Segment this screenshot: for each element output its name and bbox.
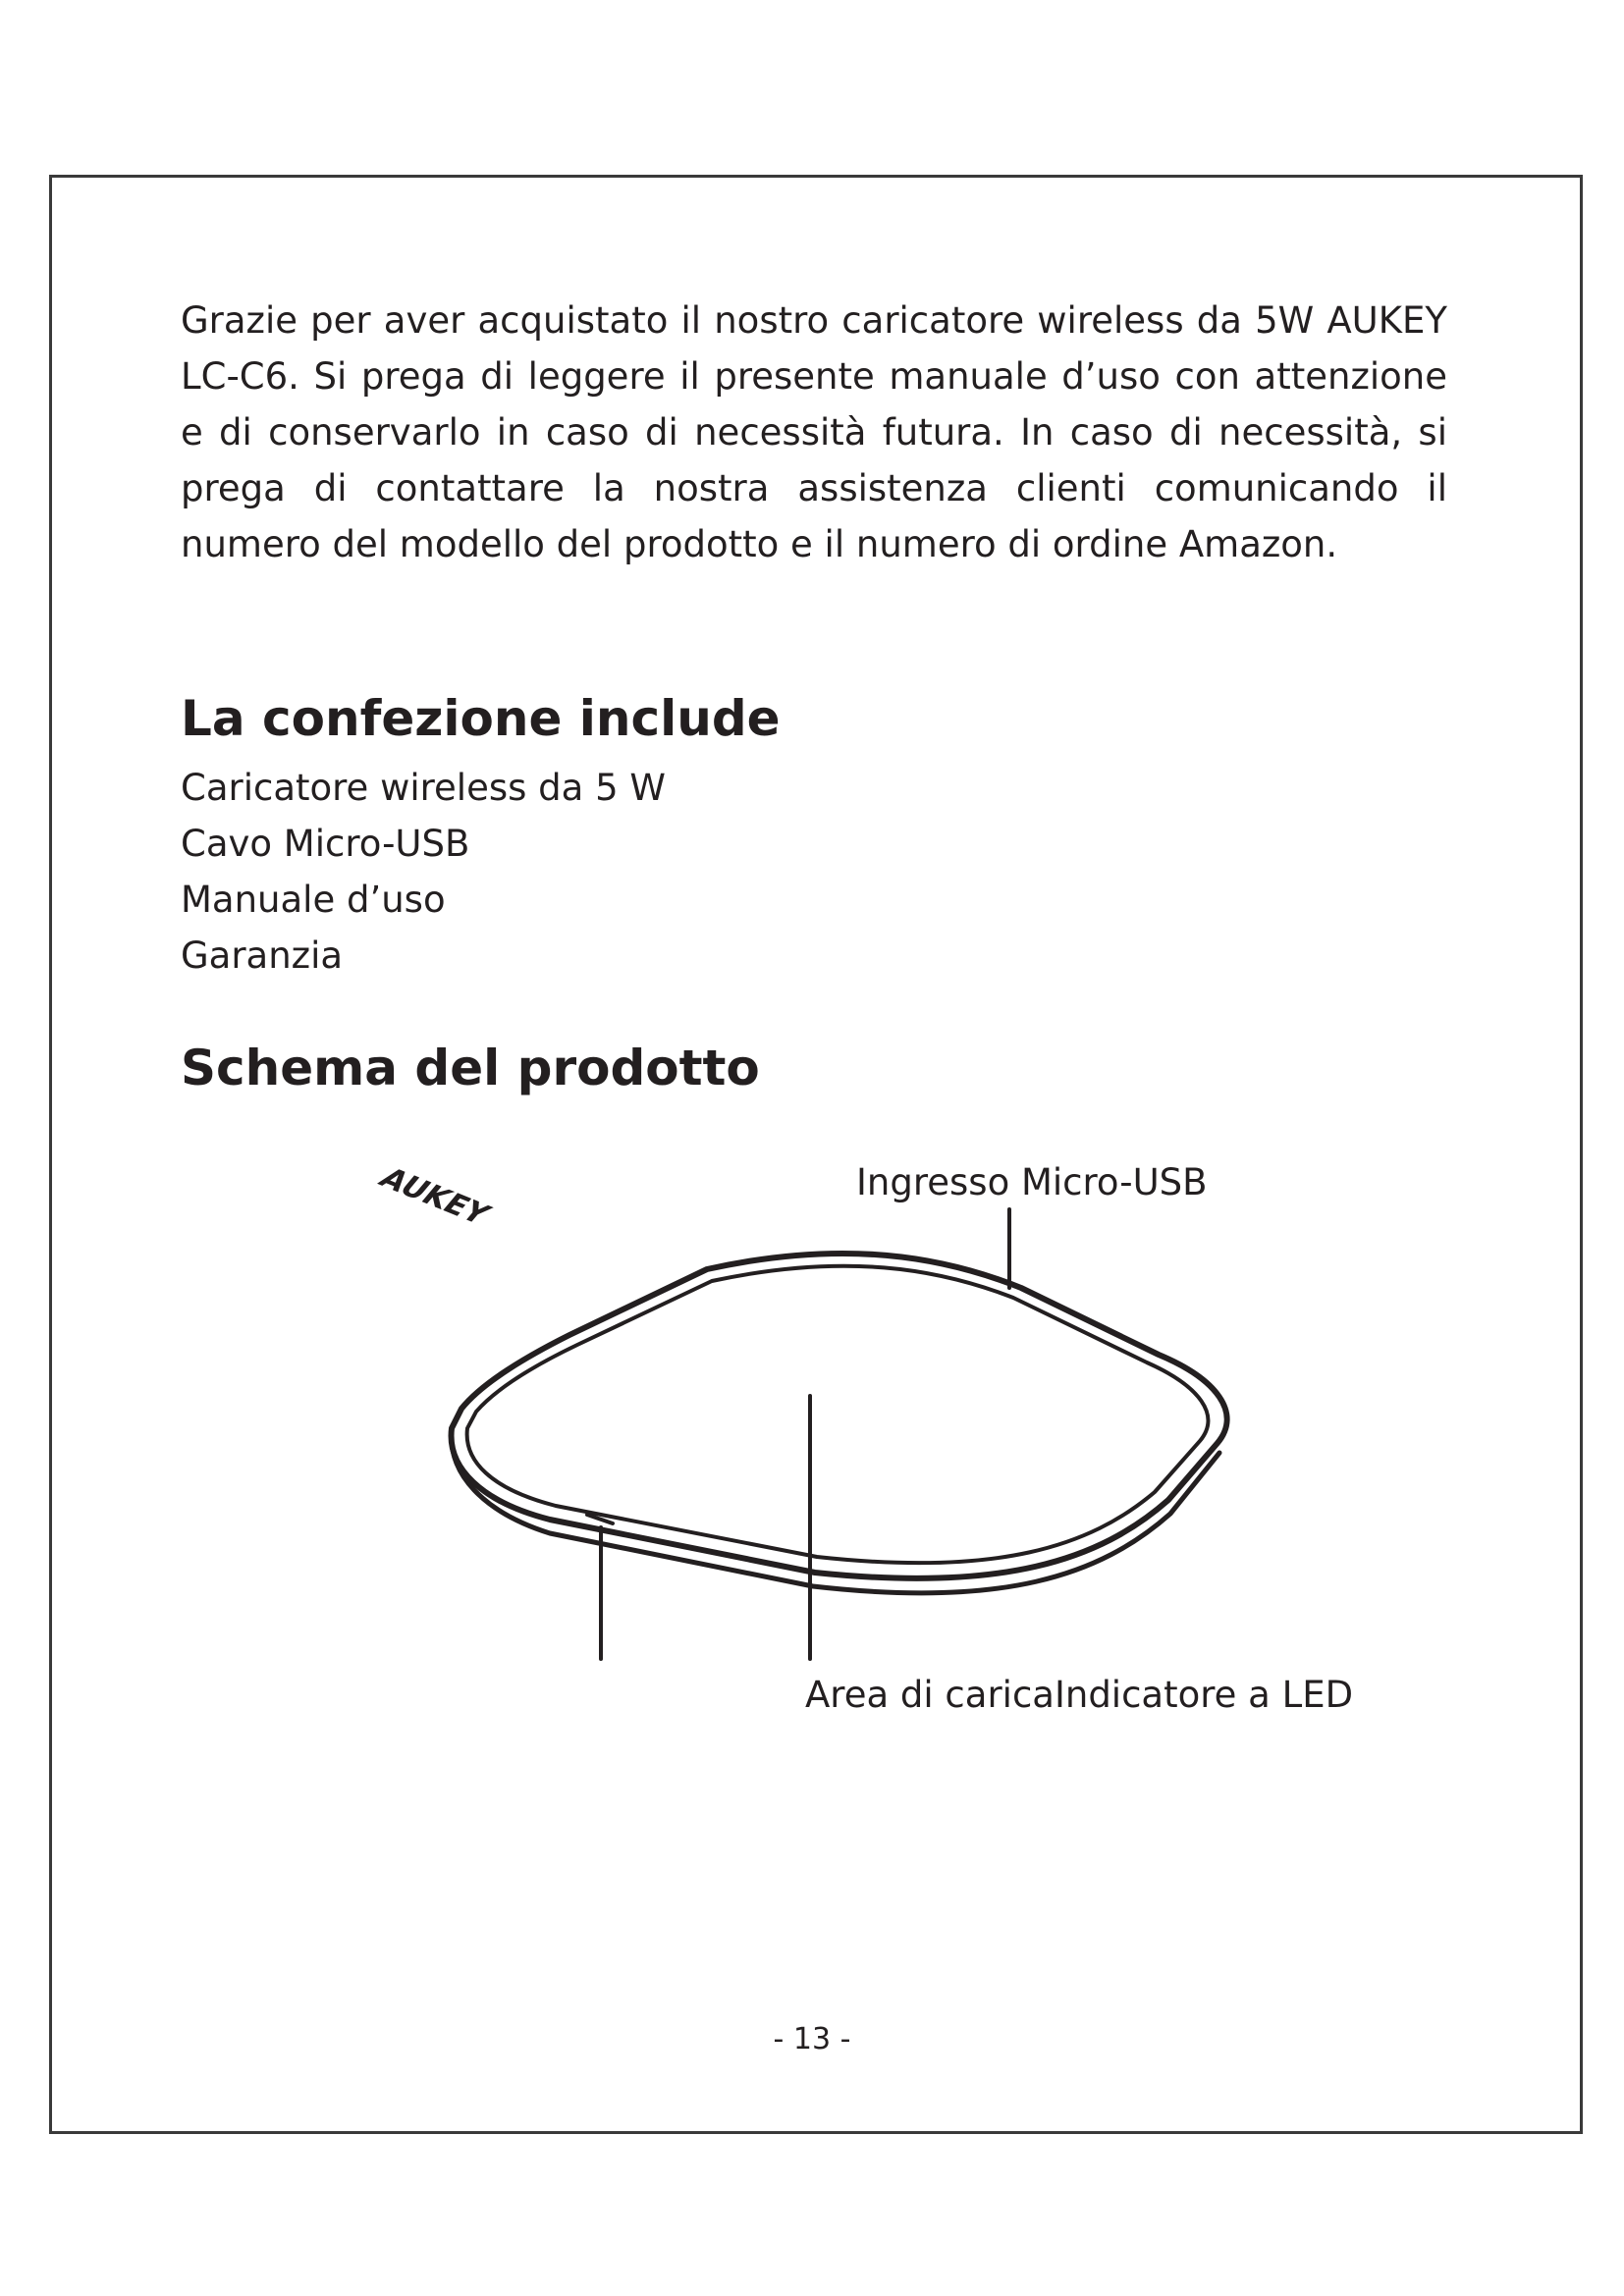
micro-usb-input-label: Ingresso Micro-USB — [856, 1161, 1208, 1203]
package-contents-list — [181, 760, 666, 984]
package-item-warranty: Garanzia — [181, 934, 344, 977]
page-number: - 13 - — [773, 2022, 851, 2056]
package-contents-heading: La confezione include — [181, 690, 781, 747]
package-item-cable: Cavo Micro-USB — [181, 823, 470, 865]
aukey-logo-text: AUKEY — [371, 1161, 498, 1231]
intro-paragraph: Grazie per aver acquistato il nostro caricatore wireless da 5W AUKEY LC-C6. Si prega di leggere il presente manuale d’uso con attenzione e di conservarlo in caso di necessità futura. In caso di necessità, si prega di contattare la nostra assistenza clienti comunicando il numero del modello del prodotto e il numero di ordine Amazon. — [181, 299, 1447, 565]
product-diagram-heading: Schema del prodotto — [181, 1040, 760, 1096]
charging-area-led-indicator-label: Area di caricaIndicatore a LED — [805, 1674, 1354, 1716]
package-item-charger: Caricatore wireless da 5 W — [181, 767, 666, 809]
package-item-manual: Manuale d’uso — [181, 879, 446, 921]
